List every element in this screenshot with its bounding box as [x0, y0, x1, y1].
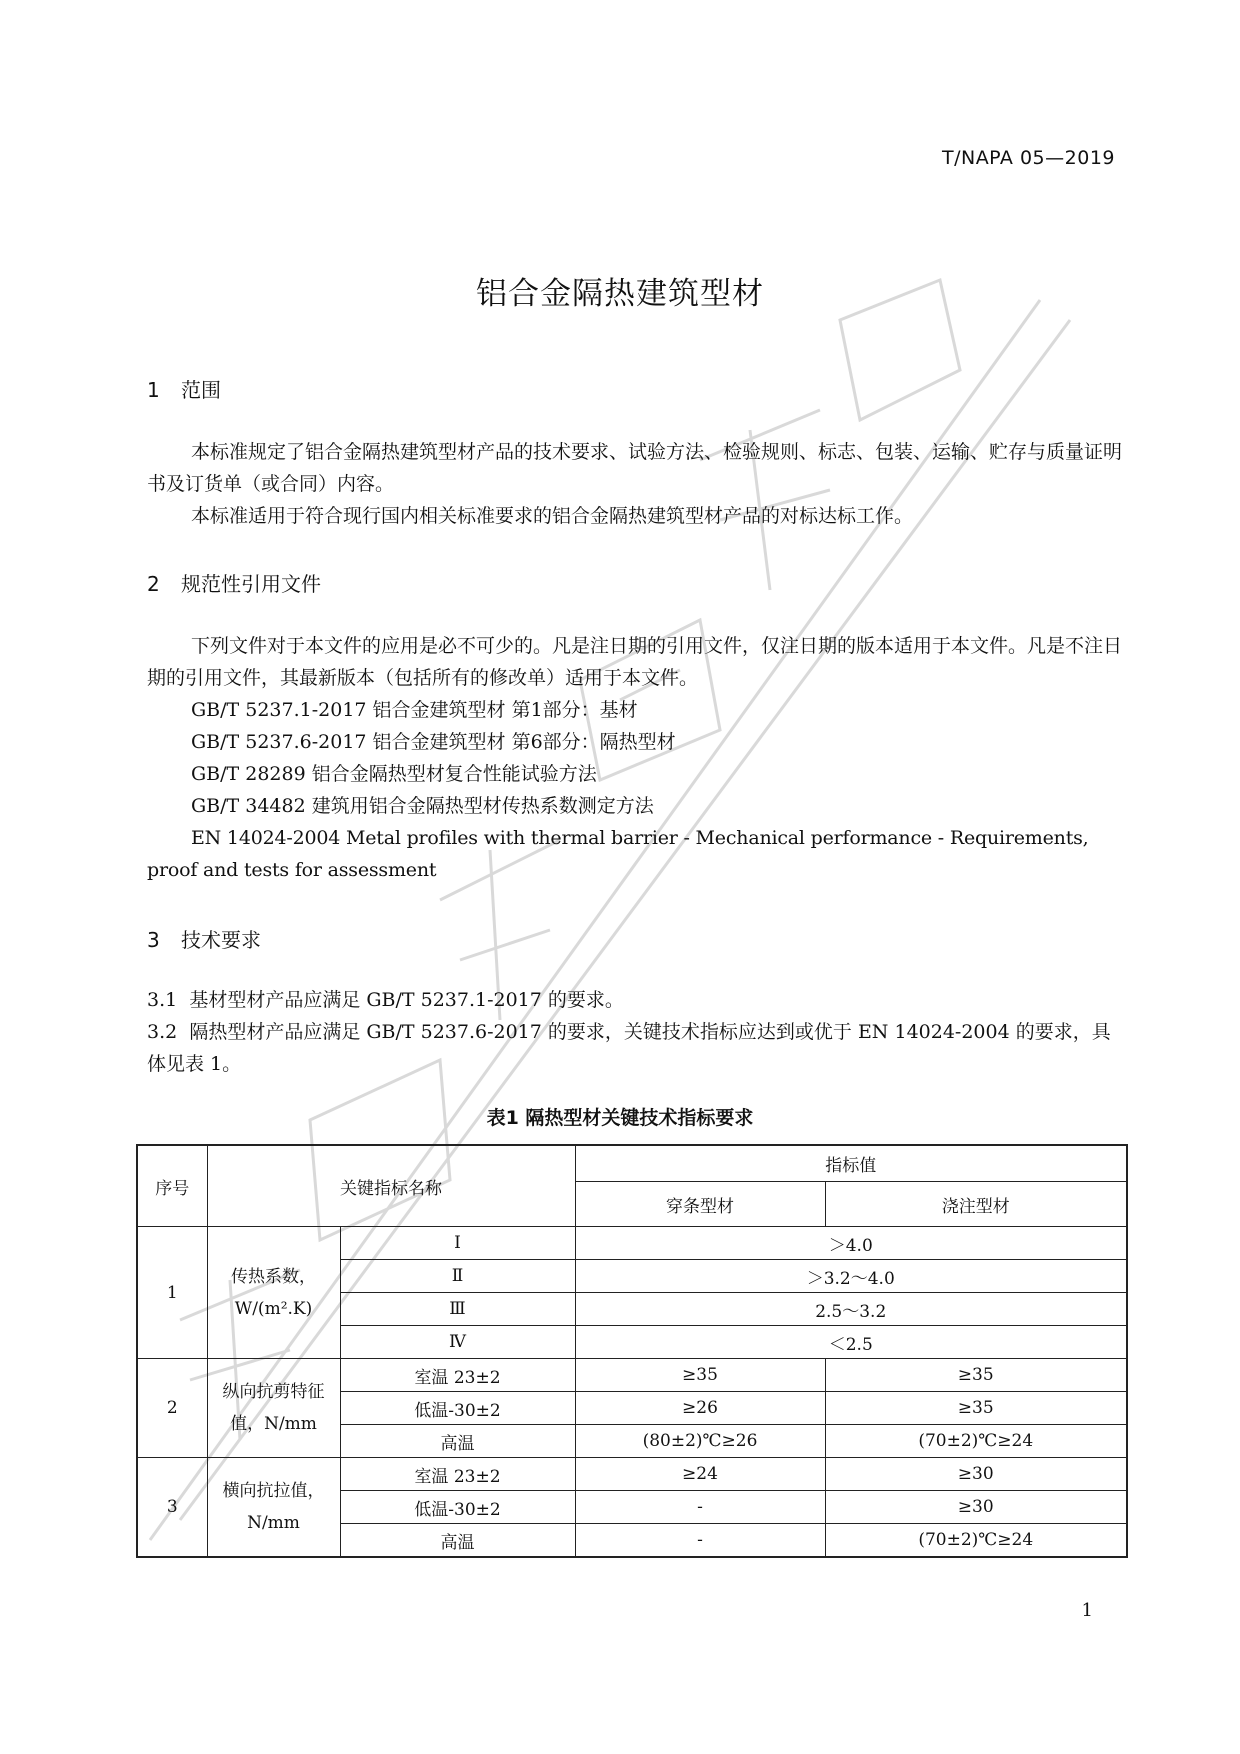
- section-number: 2: [147, 572, 160, 596]
- value-cell: ≥30: [825, 1491, 1127, 1524]
- section-title: 技术要求: [181, 928, 261, 952]
- table-header-row: [137, 1145, 1127, 1182]
- group-seq: 3: [137, 1458, 207, 1558]
- value-cell: -: [575, 1491, 825, 1524]
- sub-item: 室温 23±2: [340, 1458, 575, 1491]
- group-name: 传热系数，W/(m².K): [207, 1227, 340, 1359]
- value-cell: ＜2.5: [575, 1326, 1127, 1359]
- sub-item: 低温-30±2: [340, 1392, 575, 1425]
- section-number: 1: [147, 378, 160, 402]
- header-seq: 序号: [137, 1145, 207, 1227]
- sub-item: Ⅲ: [340, 1293, 575, 1326]
- table-caption: 表1 隔热型材关键技术指标要求: [486, 1107, 754, 1129]
- value-cell: ≥35: [825, 1359, 1127, 1392]
- group-seq: 1: [137, 1227, 207, 1359]
- sub-item: Ⅱ: [340, 1260, 575, 1293]
- section-2-heading: [147, 568, 321, 597]
- header-name: 关键指标名称: [207, 1145, 575, 1227]
- header-col-2: 浇注型材: [825, 1182, 1127, 1227]
- sub-item: 室温 23±2: [340, 1359, 575, 1392]
- reference-item: GB/T 5237.1-2017 铝合金建筑型材 第1部分：基材: [191, 699, 638, 721]
- sub-item: 高温: [340, 1524, 575, 1558]
- clause-number: 3.2: [147, 1021, 178, 1043]
- value-cell: 2.5～3.2: [575, 1293, 1127, 1326]
- group-name: 横向抗拉值，N/mm: [207, 1458, 340, 1558]
- section-number: 3: [147, 928, 160, 952]
- value-cell: ＞4.0: [575, 1227, 1127, 1260]
- sub-item: Ⅳ: [340, 1326, 575, 1359]
- value-cell: (70±2)℃≥24: [825, 1524, 1127, 1558]
- table-row: [137, 1458, 1127, 1491]
- page-number: 1: [1081, 1600, 1093, 1621]
- value-cell: ≥35: [575, 1359, 825, 1392]
- reference-item: EN 14024-2004 Metal profiles with thermal barrier - Mechanical performance - Requirements, proof and tests for assessment: [147, 827, 1089, 881]
- value-cell: -: [575, 1524, 825, 1558]
- document-title: 铝合金隔热建筑型材: [476, 276, 764, 312]
- header-col-1: 穿条型材: [575, 1182, 825, 1227]
- sub-item: 高温: [340, 1425, 575, 1458]
- section-3-heading: [147, 924, 261, 953]
- section-1-paragraph-2: 本标准适用于符合现行国内相关标准要求的铝合金隔热建筑型材产品的对标达标工作。: [191, 505, 914, 527]
- clause-number: 3.1: [147, 989, 178, 1011]
- table-row: [137, 1227, 1127, 1260]
- section-title: 规范性引用文件: [181, 572, 321, 596]
- value-cell: (80±2)℃≥26: [575, 1425, 825, 1458]
- reference-item: GB/T 5237.6-2017 铝合金建筑型材 第6部分：隔热型材: [191, 731, 676, 753]
- value-cell: ≥30: [825, 1458, 1127, 1491]
- clause-text: 隔热型材产品应满足 GB/T 5237.6-2017 的要求，关键技术指标应达到或优于 EN 14024-2004 的要求，具体见表 1。: [147, 1021, 1111, 1075]
- reference-item: GB/T 28289 铝合金隔热型材复合性能试验方法: [191, 763, 597, 785]
- group-name: 纵向抗剪特征值，N/mm: [207, 1359, 340, 1458]
- section-1-heading: [147, 374, 221, 403]
- section-title: 范围: [181, 378, 221, 402]
- group-seq: 2: [137, 1359, 207, 1458]
- table-row: [137, 1359, 1127, 1392]
- section-1-paragraph-1: 本标准规定了铝合金隔热建筑型材产品的技术要求、试验方法、检验规则、标志、包装、运输、贮存与质量证明书及订货单（或合同）内容。: [147, 441, 1123, 495]
- header-value: 指标值: [575, 1145, 1127, 1182]
- sub-item: 低温-30±2: [340, 1491, 575, 1524]
- section-2-paragraph-1: 下列文件对于本文件的应用是必不可少的。凡是注日期的引用文件，仅注日期的版本适用于本文件。凡是不注日期的引用文件，其最新版本（包括所有的修改单）适用于本文件。: [147, 635, 1123, 689]
- spec-table: [136, 1144, 1128, 1558]
- clause-3-2: [147, 1016, 1122, 1080]
- reference-item: GB/T 34482 建筑用铝合金隔热型材传热系数测定方法: [191, 795, 654, 817]
- value-cell: ≥26: [575, 1392, 825, 1425]
- value-cell: ≥24: [575, 1458, 825, 1491]
- value-cell: ＞3.2～4.0: [575, 1260, 1127, 1293]
- document-code: T/NAPA 05—2019: [941, 147, 1115, 169]
- clause-text: 基材型材产品应满足 GB/T 5237.1-2017 的要求。: [189, 989, 624, 1011]
- sub-item: Ⅰ: [340, 1227, 575, 1260]
- clause-3-1: [147, 984, 1122, 1016]
- value-cell: ≥35: [825, 1392, 1127, 1425]
- value-cell: (70±2)℃≥24: [825, 1425, 1127, 1458]
